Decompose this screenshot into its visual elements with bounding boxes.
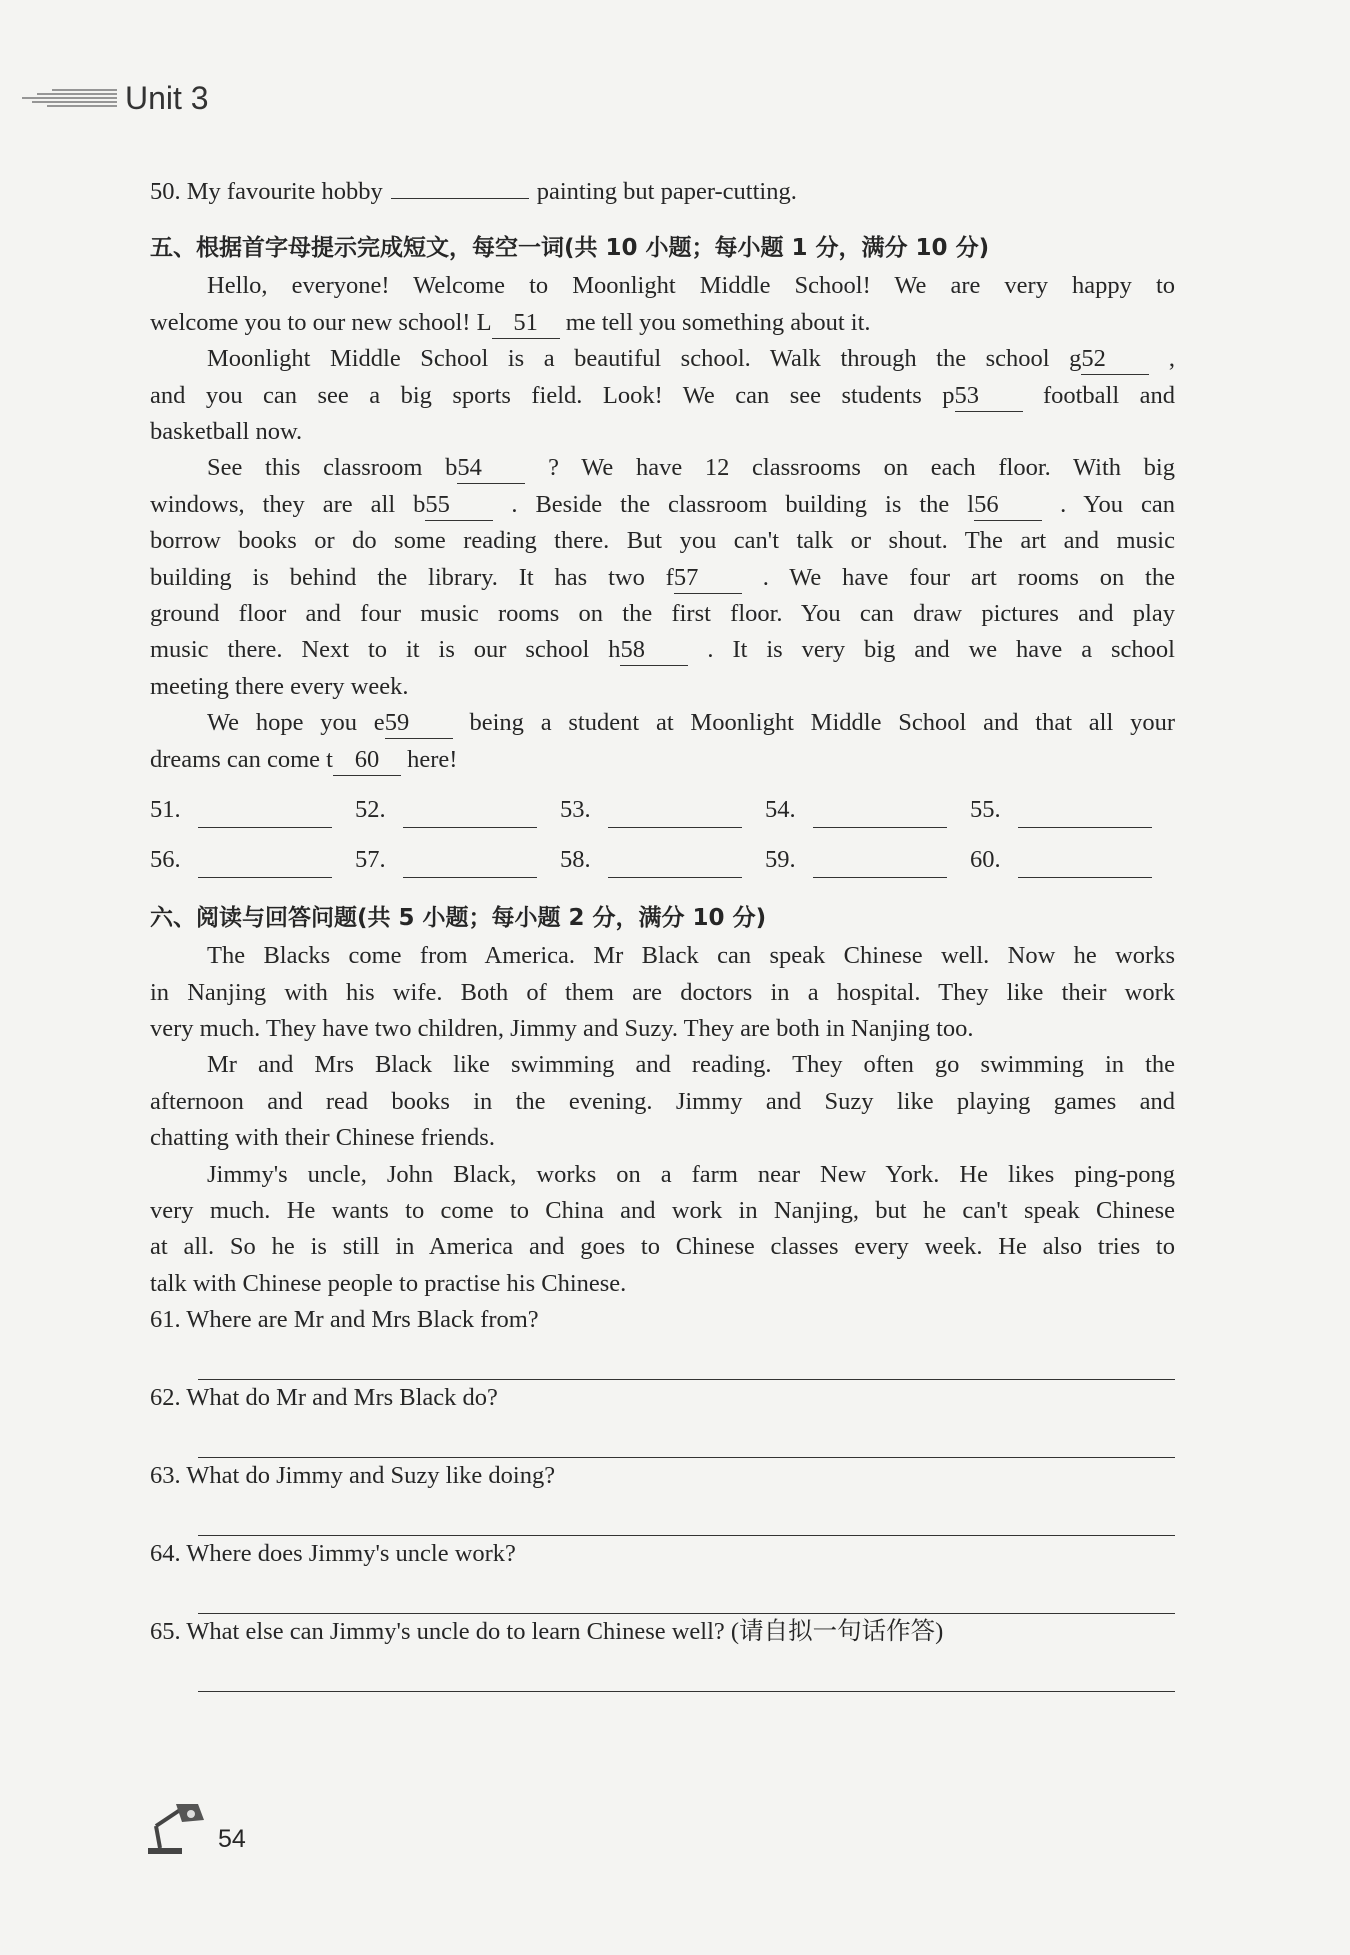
answer-blank[interactable] bbox=[1018, 797, 1152, 828]
passage-text: football and bbox=[1022, 381, 1176, 409]
passage-line bbox=[150, 742, 1175, 778]
passage-line bbox=[150, 341, 1175, 377]
passage-line bbox=[150, 632, 1175, 668]
answer-blank[interactable] bbox=[813, 797, 947, 828]
answer-item bbox=[355, 842, 560, 878]
speed-lines-icon bbox=[22, 86, 117, 110]
answer-number: 58. bbox=[560, 845, 591, 873]
fill-blank[interactable]: 55 bbox=[425, 490, 493, 521]
answer-blank[interactable] bbox=[1018, 847, 1152, 878]
answer-row bbox=[150, 830, 1175, 878]
passage-text: being a student at Moonlight Middle School and that all your bbox=[452, 709, 1175, 737]
answer-blank[interactable] bbox=[608, 847, 742, 878]
question-text: 63. What do Jimmy and Suzy like doing? bbox=[150, 1462, 556, 1490]
passage-line bbox=[150, 268, 1175, 304]
passage-line bbox=[150, 450, 1175, 486]
passage-text: borrow books or do some reading there. But you can't talk or shout. The art and music bbox=[150, 527, 1175, 555]
passage-text: dreams can come t bbox=[150, 745, 333, 773]
passage-line bbox=[150, 305, 1175, 341]
passage-text: . Beside the classroom building is the l bbox=[493, 490, 975, 518]
passage-line: very much. He wants to come to China and work in Nanjing, but he can't speak Chinese bbox=[150, 1196, 1175, 1224]
answer-item bbox=[765, 842, 970, 878]
question-text: painting but paper-cutting. bbox=[536, 178, 797, 205]
answer-item bbox=[355, 792, 560, 828]
answer-row bbox=[150, 780, 1175, 828]
answer-number: 51. bbox=[150, 795, 181, 823]
reading-passage bbox=[150, 938, 1175, 1302]
answer-item bbox=[970, 792, 1175, 828]
answer-line[interactable] bbox=[198, 1573, 1175, 1614]
question-text: My favourite hobby bbox=[186, 178, 383, 205]
passage-text: . We have four art rooms on the bbox=[741, 563, 1175, 591]
passage-text: , bbox=[1149, 345, 1175, 373]
fill-blank[interactable]: 54 bbox=[457, 453, 525, 484]
passage-text: See this classroom b bbox=[207, 454, 458, 482]
passage-line: Mr and Mrs Black like swimming and reading. They often go swimming in the bbox=[207, 1051, 1175, 1079]
fill-blank[interactable]: 56 bbox=[974, 490, 1042, 521]
answer-item bbox=[560, 842, 765, 878]
section-5-title: 五、根据首字母提示完成短文，每空一词(共 10 小题；每小题 1 分，满分 10 分) bbox=[150, 235, 990, 262]
page-footer bbox=[146, 1800, 246, 1856]
passage-line: in Nanjing with his wife. Both of them are doctors in a hospital. They like their work bbox=[150, 978, 1175, 1006]
passage-line bbox=[150, 414, 1175, 450]
passage-line: very much. They have two children, Jimmy and Suzy. They are both in Nanjing too. bbox=[150, 1014, 974, 1042]
fill-blank[interactable]: 57 bbox=[674, 563, 742, 594]
question-list bbox=[150, 1302, 1175, 1692]
answer-number: 57. bbox=[355, 845, 386, 873]
answer-line[interactable] bbox=[198, 1417, 1175, 1458]
fill-blank[interactable]: 52 bbox=[1081, 344, 1149, 375]
passage-line: chatting with their Chinese friends. bbox=[150, 1124, 495, 1152]
answer-number: 53. bbox=[560, 795, 591, 823]
passage-line bbox=[150, 596, 1175, 632]
question-item bbox=[150, 1614, 1175, 1692]
fill-blank[interactable]: 58 bbox=[620, 635, 688, 666]
passage-text: . It is very big and we have a school bbox=[688, 636, 1175, 664]
answer-line[interactable] bbox=[198, 1651, 1175, 1692]
passage-line bbox=[150, 523, 1175, 559]
unit-header bbox=[22, 76, 209, 120]
passage-line: Jimmy's uncle, John Black, works on a farm near New York. He likes ping-pong bbox=[207, 1160, 1175, 1188]
question-50 bbox=[150, 174, 1175, 210]
question-number: 50. bbox=[150, 178, 181, 205]
unit-title: Unit 3 bbox=[125, 79, 209, 116]
passage-line bbox=[150, 378, 1175, 414]
question-text: 64. Where does Jimmy's uncle work? bbox=[150, 1540, 516, 1568]
desk-lamp-icon bbox=[146, 1800, 206, 1856]
answer-line[interactable] bbox=[198, 1495, 1175, 1536]
fill-blank[interactable]: 59 bbox=[385, 708, 453, 739]
passage-line bbox=[150, 487, 1175, 523]
answer-blank[interactable] bbox=[198, 847, 332, 878]
answer-item bbox=[150, 792, 355, 828]
answer-blank[interactable] bbox=[403, 847, 537, 878]
answer-blank[interactable] bbox=[403, 797, 537, 828]
passage-line: at all. So he is still in America and goes to Chinese classes every week. He also tries to bbox=[150, 1233, 1175, 1261]
passage-line: The Blacks come from America. Mr Black can speak Chinese well. Now he works bbox=[207, 942, 1175, 970]
fill-blank[interactable]: 60 bbox=[333, 745, 401, 776]
passage-line: talk with Chinese people to practise his Chinese. bbox=[150, 1269, 627, 1297]
passage-text: building is behind the library. It has two f bbox=[150, 563, 674, 591]
passage-text: ? We have 12 classrooms on each floor. With big bbox=[525, 454, 1175, 482]
fill-blank[interactable] bbox=[391, 198, 529, 199]
answer-blank[interactable] bbox=[813, 847, 947, 878]
passage-text: meeting there every week. bbox=[150, 672, 409, 700]
passage-text: basketball now. bbox=[150, 418, 303, 446]
passage-text: music there. Next to it is our school h bbox=[150, 636, 621, 664]
passage-text: . You can bbox=[1042, 490, 1175, 518]
passage-line bbox=[150, 669, 1175, 705]
passage-line: afternoon and read books in the evening. Jimmy and Suzy like playing games and bbox=[150, 1087, 1175, 1115]
answer-item bbox=[765, 792, 970, 828]
cloze-passage bbox=[150, 268, 1175, 778]
fill-blank[interactable]: 51 bbox=[492, 308, 560, 339]
passage-text: welcome you to our new school! L bbox=[150, 308, 492, 336]
question-text: 62. What do Mr and Mrs Black do? bbox=[150, 1384, 498, 1412]
answer-number: 54. bbox=[765, 795, 796, 823]
section-6-title: 六、阅读与回答问题(共 5 小题；每小题 2 分，满分 10 分) bbox=[150, 905, 767, 932]
answer-item bbox=[560, 792, 765, 828]
question-item bbox=[150, 1380, 1175, 1458]
answer-number: 59. bbox=[765, 845, 796, 873]
passage-text: Moonlight Middle School is a beautiful school. Walk through the school g bbox=[207, 345, 1082, 373]
question-item bbox=[150, 1302, 1175, 1380]
answer-number: 60. bbox=[970, 845, 1001, 873]
answer-number: 56. bbox=[150, 845, 181, 873]
passage-text: ground floor and four music rooms on the first floor. You can draw pictures and play bbox=[150, 600, 1175, 628]
answer-blank[interactable] bbox=[198, 797, 332, 828]
passage-text: me tell you something about it. bbox=[559, 308, 871, 336]
answer-item bbox=[150, 842, 355, 878]
question-item bbox=[150, 1458, 1175, 1536]
answer-blank[interactable] bbox=[608, 797, 742, 828]
passage-text: We hope you e bbox=[207, 709, 385, 737]
passage-text: windows, they are all b bbox=[150, 490, 426, 518]
fill-blank[interactable]: 53 bbox=[955, 381, 1023, 412]
passage-line bbox=[150, 560, 1175, 596]
answer-number: 52. bbox=[355, 795, 386, 823]
answer-line[interactable] bbox=[198, 1339, 1175, 1380]
question-text: 65. What else can Jimmy's uncle do to learn Chinese well? (请自拟一句话作答) bbox=[150, 1618, 944, 1646]
passage-text: and you can see a big sports field. Look! We can see students p bbox=[150, 381, 955, 409]
page-content bbox=[150, 174, 1175, 1692]
passage-text: here! bbox=[400, 745, 458, 773]
question-item bbox=[150, 1536, 1175, 1614]
answer-number: 55. bbox=[970, 795, 1001, 823]
passage-text: Hello, everyone! Welcome to Moonlight Middle School! We are very happy to bbox=[207, 272, 1175, 300]
page-number: 54 bbox=[218, 1825, 246, 1853]
passage-line bbox=[150, 705, 1175, 741]
answer-item bbox=[970, 842, 1175, 878]
question-text: 61. Where are Mr and Mrs Black from? bbox=[150, 1306, 539, 1334]
